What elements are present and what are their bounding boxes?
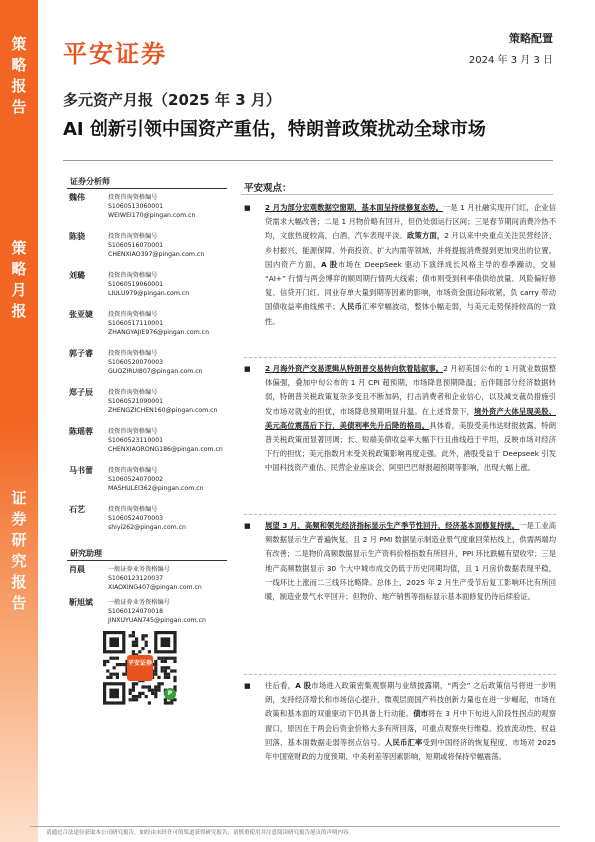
p2-body2: 具体看，美股受美伟达财报披露、特朗普关税政策而显著回调；长、短端美债收益率大幅下行且曲线趋于平坦，反映市场对经济下行的担忧；美元指数月末受关税政策影响再度走强。此外，港股受益于 Deepseek 引发中国科技资产重估、民营企业座谈会、阿里巴巴财报超预期等影响，出现大幅上涨。 — [265, 420, 556, 473]
cert-number: S1060516070001 — [108, 242, 164, 250]
cert-label: 投资咨询资格编号 — [108, 428, 158, 435]
cert-number: S1060513060001 — [108, 203, 164, 211]
report-type: 策略配置 — [509, 32, 553, 45]
analyst-info — [108, 232, 228, 260]
analyst-email[interactable]: GUOZIRUI807@pingan.com.cn — [108, 368, 203, 376]
p1-body2: 2 月以来中央重点关注民营经济、乡村振兴、能源保障、外商投资、扩大内需等领域，并将提振消费提到更加突出的位置。 — [265, 231, 556, 255]
viewpoints-divider — [241, 194, 553, 195]
header-divider — [63, 160, 553, 161]
analyst-name: 郭子睿 — [69, 349, 93, 358]
analyst-email[interactable]: WEIWEI170@pingan.com.cn — [108, 212, 196, 220]
analyst-info — [108, 466, 228, 494]
cert-number: S1060124070018 — [108, 608, 164, 616]
analyst-email[interactable]: CHENXIAO397@pingan.com.cn — [108, 251, 205, 259]
analyst-email[interactable]: shiyi262@pingan.com.cn — [108, 524, 186, 532]
viewpoints-heading: 平安观点： — [244, 183, 292, 194]
analyst-email[interactable]: XIAOXING407@pingan.com.cn — [108, 584, 202, 592]
cert-label: 投资咨询资格编号 — [108, 350, 158, 357]
wechat-qr-code — [102, 630, 178, 706]
cert-number: S1060519060001 — [108, 281, 164, 289]
p4-body1: 往后看， — [265, 681, 296, 690]
viewpoint-paragraph-4 — [244, 679, 556, 764]
analyst-info — [108, 598, 228, 626]
analyst-name: 石艺 — [69, 505, 85, 514]
cert-number: S1060524070002 — [108, 476, 164, 484]
analyst-info — [108, 310, 228, 338]
analyst-name: 马书蕾 — [69, 466, 93, 475]
assistants-heading: 研究助理 — [70, 549, 102, 558]
p1-body5: 汇率窄幅波动，整体小幅走弱，与美元走势保持较高的一致性。 — [265, 302, 557, 326]
sidebar-label-monthly: 策 略 月 报 — [11, 239, 27, 320]
analyst-info — [108, 505, 228, 533]
paragraph-divider — [244, 357, 556, 358]
analyst-name: 魏伟 — [69, 193, 85, 202]
analysts-heading: 证券分析师 — [70, 177, 110, 186]
analyst-email[interactable]: LIULU979@pingan.com.cn — [108, 290, 190, 298]
p4-rmb: 人民币汇率 — [384, 737, 423, 747]
sidebar-gradient — [0, 420, 38, 842]
p1-body3: 国内资产方面， — [265, 259, 321, 269]
p1-rmb: 人民币 — [339, 302, 363, 312]
p1-body4: 市场在 DeepSeek 驱动下演绎成长风格主导的春季躁动，交易 “AI+” 行情与两会博弈的顺周期行情两大线索；债市则受到利率债供给放量、风险偏好修复、信贷开门红、同业存单大量到期等因素的影响，市场资金面边际收紧，负 carry 带动国债收益率曲线熊平； — [265, 259, 556, 312]
analyst-email[interactable]: JINXUYUAN745@pingan.com.cn — [108, 617, 206, 625]
p3-lead: 展望 3 月，高频和领先经济指标显示生产季节性回升，经济基本面修复持续。 — [265, 521, 520, 530]
viewpoint-paragraph-3 — [244, 519, 556, 604]
analyst-info — [108, 193, 228, 221]
analyst-info — [108, 427, 228, 455]
analyst-email[interactable]: MASHULEI362@pingan.com.cn — [108, 485, 204, 493]
p3-body1: 一是工业高频数据显示生产普遍恢复，且 2 月 PMI 数据显示制造业景气度重回荣枯线上，供需两端均有改善；二是物价高频数据显示生产资料价格指数有所回升，PPI 环比跌幅有望收窄；三是地产高频数据显示 30 个大中城市成交仍低于历史同期均值，且 1 月房价数据表现平稳，一线环比上涨而二三线环比略降。总体上，2025 年 2 月生产受节后复工影响环比有所回暖，制造业景气水平回升；但物价、地产销售等指标显示基本面修复仍待后续验证。 — [265, 521, 557, 602]
viewpoint-paragraph-1 — [244, 201, 556, 329]
footer-divider — [30, 826, 560, 827]
p2-highlight: 境外资产大体呈现美股、美元高位震荡后下行，美债利率先升后降的格局。 — [265, 406, 557, 430]
cert-number: S1060523110001 — [108, 437, 164, 445]
qr-center-logo: 平安证券 — [127, 655, 153, 681]
analyst-name: 刘璐 — [69, 271, 85, 280]
analyst-info — [108, 271, 228, 299]
cert-label: 投资咨询资格编号 — [108, 467, 158, 474]
cert-label: 一般证券业务资格编号 — [108, 566, 170, 573]
square-bullet-icon: ■ — [244, 365, 251, 373]
analyst-name: 郑子辰 — [69, 388, 93, 397]
cert-number: S1060517110001 — [108, 320, 164, 328]
analyst-info — [108, 388, 228, 416]
cert-label: 投资咨询资格编号 — [108, 272, 158, 279]
p2-lead: 2 月海外资产交易逻辑从特朗普交易转向软着陆叙事。 — [265, 364, 444, 373]
analysts-heading-divider — [67, 188, 227, 189]
cert-label: 投资咨询资格编号 — [108, 194, 158, 201]
cert-label: 投资咨询资格编号 — [108, 233, 158, 240]
p2-body1: 2 月初美国公布的 1 月就业数据整体偏强，叠加中旬公布的 1 月 CPI 超预期，市场降息预期降温；后伴随部分经济数据转弱，特朗普关税政策复杂多变且不断加码，打击消费者和企业信心，以及减支裁员措施引发市场对就业的担忧，市场降息预期明显升温。在上述背景下， — [265, 364, 556, 416]
analyst-name: 张亚婕 — [69, 310, 93, 319]
paragraph-divider — [244, 514, 556, 515]
cert-number: S1060521090001 — [108, 398, 164, 406]
cert-label: 投资咨询资格编号 — [108, 389, 158, 396]
paragraph-divider — [244, 674, 556, 675]
analyst-name: 靳旭斌 — [69, 598, 93, 607]
analyst-email[interactable]: ZHENGZICHEN160@pingan.com.cn — [108, 407, 218, 415]
analyst-name: 陈瑶蓉 — [69, 427, 93, 436]
analyst-name: 肖晨 — [69, 565, 85, 574]
square-bullet-icon: ■ — [244, 522, 251, 530]
brand-logo: 平安证券 — [63, 40, 167, 68]
p1-policy-label: 政策方面， — [407, 231, 445, 241]
cert-number: S1060520070003 — [108, 359, 164, 367]
footer-disclaimer: 请通过合法途径获取本公司研究报告，如经由未经许可的渠道获得研究报告，请慎重使用并注意阅读研究报告尾页的声明内容。 — [46, 830, 355, 836]
p4-a-share: A 股 — [295, 681, 312, 690]
square-bullet-icon: ■ — [244, 682, 251, 690]
p4-body3: 将在 3 月中下旬进入阶段性拐点的观察窗口，原因在于两会后资金价格大多有所回落，可重点观察央行维稳、投放流动性、权益回落、基本面数据走弱等拐点信号。 — [265, 709, 557, 747]
p4-body2: 市场进入政策密集观察期与业绩披露期，“两会” 之后政策信号将进一步明朗，支持经济增长和市场信心提升，微观层面国产科技创新力量也在进一步崛起，市场在政策和基本面的双重驱动下仍具备上行动能。 — [265, 681, 556, 719]
report-title: AI 创新引领中国资产重估，特朗普政策扰动全球市场 — [63, 119, 486, 140]
analyst-email[interactable]: ZHANGYAJIE976@pingan.com.cn — [108, 329, 210, 337]
analyst-info — [108, 565, 228, 593]
assistants-heading-divider — [67, 560, 227, 561]
sidebar-band — [0, 0, 38, 842]
viewpoint-paragraph-2 — [244, 362, 556, 476]
sidebar-label-research: 证 券 研 究 报 告 — [11, 489, 27, 612]
cert-label: 投资咨询资格编号 — [108, 311, 158, 318]
cert-label: 一般证券业务资格编号 — [108, 599, 170, 606]
p4-bond: 债市 — [413, 709, 429, 719]
square-bullet-icon: ■ — [244, 204, 251, 212]
analyst-name: 陈骁 — [69, 232, 85, 241]
analyst-info — [108, 349, 228, 377]
sidebar-label-report-type: 策 略 报 告 — [11, 35, 27, 116]
p4-body4: 受到中国经济的恢复程度、市场对 2025 年中国宽财政的力度预期、中美利差等因素影响，短期或将保持窄幅震荡。 — [265, 737, 557, 762]
p1-a-share: A 股 — [320, 259, 338, 269]
report-date: 2024 年 3 月 3 日 — [468, 55, 553, 66]
qr-badge-icon: P — [164, 688, 176, 700]
p1-lead: 2 月为部分宏观数据空窗期，基本面呈持续修复态势。 — [265, 203, 443, 212]
cert-number: S1060123120037 — [108, 575, 164, 583]
p1-body1: 一是 1 月社融实现开门红，企业信贷需求大幅改善；二是 1 月物价略有回升，但仍处弱运行区间；三是春节期间消费冷热不均，文旅热度较高，白酒、汽车表现平淡。 — [265, 203, 557, 241]
cert-number: S1060524070003 — [108, 515, 164, 523]
cert-label: 投资咨询资格编号 — [108, 506, 158, 513]
analyst-email[interactable]: CHENXIAORONG186@pingan.com.cn — [108, 446, 223, 454]
report-subtitle: 多元资产月报（2025 年 3 月） — [63, 91, 281, 109]
